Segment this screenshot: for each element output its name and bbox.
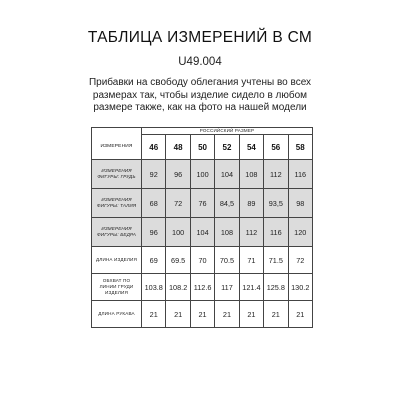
table-row [92, 160, 313, 189]
size-header: 48 [166, 135, 190, 160]
table-row [92, 247, 313, 274]
product-code: U49.004 [178, 56, 222, 68]
table-cell: 84,5 [215, 189, 239, 218]
table-cell: 120 [288, 218, 312, 247]
table-cell: 100 [166, 218, 190, 247]
row-label: ОБХВАТ ПО ЛИНИИ ГРУДИ ИЗДЕЛИЯ [92, 274, 142, 301]
table-cell: 108 [239, 160, 263, 189]
table-cell: 71 [239, 247, 263, 274]
table-cell: 121.4 [239, 274, 263, 301]
table-cell: 112 [264, 160, 288, 189]
table-cell: 71.5 [264, 247, 288, 274]
table-row [92, 301, 313, 328]
measurements-header: ИЗМЕРЕНИЯ [92, 135, 142, 160]
size-header: 56 [264, 135, 288, 160]
table-cell: 89 [239, 189, 263, 218]
table-group-header-row [92, 128, 313, 135]
table-cell: 116 [264, 218, 288, 247]
table-size-header-row [92, 135, 313, 160]
table-cell: 21 [264, 301, 288, 328]
table-cell: 103.8 [142, 274, 166, 301]
table-cell: 21 [239, 301, 263, 328]
table-cell: 21 [142, 301, 166, 328]
row-label: ДЛИНА ИЗДЕЛИЯ [92, 247, 142, 274]
size-header: 46 [142, 135, 166, 160]
table-cell: 112.6 [190, 274, 214, 301]
table-cell: 21 [190, 301, 214, 328]
size-header: 50 [190, 135, 214, 160]
table-cell: 104 [215, 160, 239, 189]
row-label: ИЗМЕРЕНИЯ ФИГУРЫ: ГРУДЬ [92, 160, 142, 189]
table-cell: 70.5 [215, 247, 239, 274]
row-label: ИЗМЕРЕНИЯ ФИГУРЫ: ТАЛИЯ [92, 189, 142, 218]
russian-size-header: РОССИЙСКИЙ РАЗМЕР [142, 128, 313, 135]
size-header: 54 [239, 135, 263, 160]
table-cell: 72 [166, 189, 190, 218]
table-row [92, 274, 313, 301]
table-cell: 104 [190, 218, 214, 247]
table-cell: 130.2 [288, 274, 312, 301]
table-cell: 100 [190, 160, 214, 189]
table-cell: 108.2 [166, 274, 190, 301]
fit-note: Прибавки на свободу облегания учтены во всех размерах так, чтобы изделие сидело в любом размере также, как на фото на нашей модели [88, 77, 312, 113]
table-cell: 96 [142, 218, 166, 247]
size-header: 52 [215, 135, 239, 160]
table-cell: 96 [166, 160, 190, 189]
table-cell: 70 [190, 247, 214, 274]
table-cell: 69.5 [166, 247, 190, 274]
table-cell: 92 [142, 160, 166, 189]
table-cell: 98 [288, 189, 312, 218]
page-title: ТАБЛИЦА ИЗМЕРЕНИЙ В СМ [87, 29, 313, 46]
table-cell: 76 [190, 189, 214, 218]
table-cell: 21 [166, 301, 190, 328]
table-cell: 108 [215, 218, 239, 247]
table-cell: 112 [239, 218, 263, 247]
table-cell: 68 [142, 189, 166, 218]
table-cell: 21 [288, 301, 312, 328]
table-cell: 72 [288, 247, 312, 274]
table-cell: 21 [215, 301, 239, 328]
table-row [92, 189, 313, 218]
size-table [91, 127, 313, 328]
row-label: ИЗМЕРЕНИЯ ФИГУРЫ: БЕДРА [92, 218, 142, 247]
table-cell: 93,5 [264, 189, 288, 218]
table-row [92, 218, 313, 247]
table-cell: 125.8 [264, 274, 288, 301]
table-corner-blank [92, 128, 142, 135]
table-cell: 117 [215, 274, 239, 301]
size-header: 58 [288, 135, 312, 160]
row-label: ДЛИНА РУКАВА [92, 301, 142, 328]
table-cell: 69 [142, 247, 166, 274]
table-cell: 116 [288, 160, 312, 189]
